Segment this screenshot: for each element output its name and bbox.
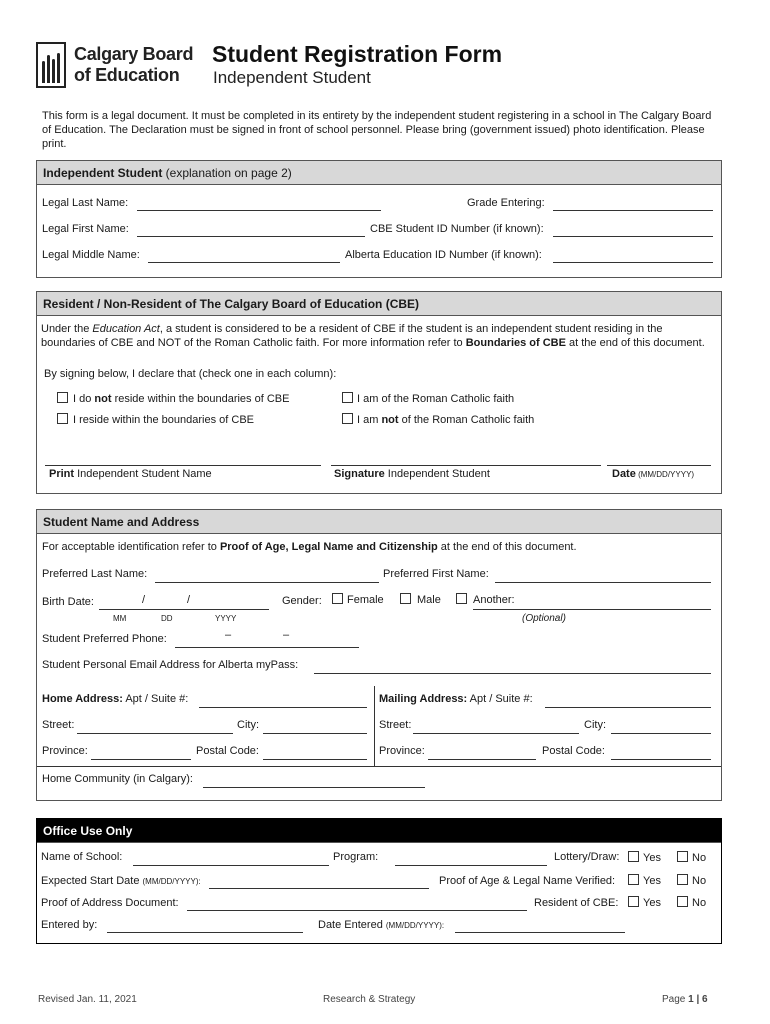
preferred-last-name-label: Preferred Last Name: <box>42 568 148 580</box>
email-field[interactable] <box>314 673 711 674</box>
lottery-yes-label: Yes <box>643 852 661 864</box>
logo-mark <box>36 42 66 88</box>
gender-label: Gender: <box>282 595 322 607</box>
home-street-field[interactable] <box>77 733 233 734</box>
mailing-street-label: Street: <box>379 719 412 731</box>
home-city-field[interactable] <box>263 733 367 734</box>
address-divider <box>374 686 375 766</box>
phone-dash-2: – <box>283 629 290 641</box>
school-name-field[interactable] <box>133 865 329 866</box>
resident-no-checkbox[interactable] <box>677 896 688 907</box>
address-bottom-rule <box>37 766 721 767</box>
office-use-heading: Office Use Only <box>37 819 721 843</box>
home-province-label: Province: <box>42 745 88 757</box>
mailing-apt-label: Mailing Address: Apt / Suite #: <box>379 693 533 705</box>
preferred-phone-field[interactable] <box>175 647 359 648</box>
mailing-city-label: City: <box>584 719 606 731</box>
preferred-first-name-field[interactable] <box>495 582 711 583</box>
independent-student-heading: Independent Student (explanation on page 2) <box>37 161 721 185</box>
reside-label: I reside within the boundaries of CBE <box>73 414 254 426</box>
start-date-label: Expected Start Date (MM/DD/YYYY): <box>41 875 201 887</box>
student-name-address-heading: Student Name and Address <box>37 510 721 534</box>
resident-heading: Resident / Non-Resident of The Calgary Board of Education (CBE) <box>37 292 721 316</box>
resident-description: Under the Education Act, a student is considered to be a resident of CBE if the student is an independent student residing in the boundaries of CBE and NOT of the Roman Catholic faith. For more information refer to Boundaries of CBE at the end of this document. <box>41 323 705 349</box>
gender-another-field[interactable] <box>473 609 711 610</box>
proof-age-label: Proof of Age & Legal Name Verified: <box>439 875 616 887</box>
revised-date: Revised Jan. 11, 2021 <box>38 994 137 1005</box>
entered-by-field[interactable] <box>107 932 303 933</box>
intro-text: This form is a legal document. It must be completed in its entirety by the independent student registering in a school in The Calgary Board of Education. The Declaration must be signed in front of school personnel. Please bring (government issued) photo identification. Please print. <box>42 110 712 150</box>
logo-text: Calgary Board of Education <box>74 44 194 85</box>
program-field[interactable] <box>395 865 547 866</box>
home-apt-label: Home Address: Apt / Suite #: <box>42 693 189 705</box>
alberta-id-field[interactable] <box>553 262 713 263</box>
resident-yes-label: Yes <box>643 897 661 909</box>
print-name-field[interactable] <box>45 465 321 466</box>
signature-date-field[interactable] <box>607 465 711 466</box>
signature-field[interactable] <box>331 465 601 466</box>
not-catholic-checkbox[interactable] <box>342 413 353 424</box>
legal-middle-name-label: Legal Middle Name: <box>42 249 140 261</box>
birth-date-label: Birth Date: <box>42 596 94 608</box>
lottery-no-label: No <box>692 852 707 864</box>
resident-section <box>36 291 722 494</box>
not-catholic-label: I am not of the Roman Catholic faith <box>357 414 535 426</box>
home-apt-field[interactable] <box>199 707 367 708</box>
grade-entering-field[interactable] <box>553 210 713 211</box>
mailing-postal-label: Postal Code: <box>542 745 605 757</box>
gender-male-label: Male <box>417 594 441 606</box>
reside-checkbox[interactable] <box>57 413 68 424</box>
birth-month-hint: MM <box>113 614 127 623</box>
preferred-phone-label: Student Preferred Phone: <box>42 633 167 645</box>
home-postal-field[interactable] <box>263 759 367 760</box>
legal-last-name-field[interactable] <box>137 210 381 211</box>
signature-date-label: Date (MM/DD/YYYY) <box>612 468 695 480</box>
gender-another-label: Another: <box>473 594 515 606</box>
birth-date-field[interactable] <box>99 609 269 610</box>
birth-date-slash-2: / <box>187 594 191 606</box>
home-community-field[interactable] <box>203 787 425 788</box>
proof-address-field[interactable] <box>187 910 527 911</box>
preferred-last-name-field[interactable] <box>155 582 379 583</box>
school-name-label: Name of School: <box>41 851 123 863</box>
entered-by-label: Entered by: <box>41 919 98 931</box>
home-street-label: Street: <box>42 719 75 731</box>
office-use-section <box>36 818 722 944</box>
not-reside-label: I do not reside within the boundaries of CBE <box>73 393 290 405</box>
student-name-address-section <box>36 509 722 801</box>
gender-male-checkbox[interactable] <box>400 593 411 604</box>
home-city-label: City: <box>237 719 259 731</box>
birth-day-hint: DD <box>161 614 173 623</box>
home-community-label: Home Community (in Calgary): <box>42 773 193 785</box>
proof-address-label: Proof of Address Document: <box>41 897 179 909</box>
optional-note: (Optional) <box>522 613 566 624</box>
identification-note: For acceptable identification refer to Proof of Age, Legal Name and Citizenship at the end of this document. <box>42 541 577 553</box>
mailing-city-field[interactable] <box>611 733 711 734</box>
legal-last-name-label: Legal Last Name: <box>42 197 129 209</box>
lottery-label: Lottery/Draw: <box>554 851 620 863</box>
not-reside-checkbox[interactable] <box>57 392 68 403</box>
legal-middle-name-field[interactable] <box>148 262 340 263</box>
lottery-no-checkbox[interactable] <box>677 851 688 862</box>
declaration-instruction: By signing below, I declare that (check one in each column): <box>44 368 337 380</box>
lottery-yes-checkbox[interactable] <box>628 851 639 862</box>
mailing-province-label: Province: <box>379 745 425 757</box>
start-date-field[interactable] <box>209 888 429 889</box>
birth-date-slash-1: / <box>142 594 146 606</box>
proof-age-yes-label: Yes <box>643 875 661 887</box>
catholic-checkbox[interactable] <box>342 392 353 403</box>
proof-age-yes-checkbox[interactable] <box>628 874 639 885</box>
date-entered-label: Date Entered (MM/DD/YYYY): <box>318 919 445 931</box>
mailing-postal-field[interactable] <box>611 759 711 760</box>
cbe-id-field[interactable] <box>553 236 713 237</box>
gender-female-label: Female <box>347 594 384 606</box>
program-label: Program: <box>333 851 379 863</box>
legal-first-name-field[interactable] <box>137 236 365 237</box>
birth-year-hint: YYYY <box>215 614 237 623</box>
signature-label: Signature Independent Student <box>334 468 490 480</box>
page-number: Page 1 | 6 <box>662 994 708 1005</box>
proof-age-no-checkbox[interactable] <box>677 874 688 885</box>
mailing-street-field[interactable] <box>413 733 579 734</box>
page-title: Student Registration Form <box>212 41 503 67</box>
resident-cbe-label: Resident of CBE: <box>534 897 619 909</box>
alberta-id-label: Alberta Education ID Number (if known): <box>345 249 542 261</box>
catholic-label: I am of the Roman Catholic faith <box>357 393 515 405</box>
grade-entering-label: Grade Entering: <box>467 197 545 209</box>
department: Research & Strategy <box>323 994 416 1005</box>
home-province-field[interactable] <box>91 759 191 760</box>
mailing-province-field[interactable] <box>428 759 536 760</box>
resident-yes-checkbox[interactable] <box>628 896 639 907</box>
proof-age-no-label: No <box>692 875 707 887</box>
cbe-id-label: CBE Student ID Number (if known): <box>370 223 544 235</box>
legal-first-name-label: Legal First Name: <box>42 223 129 235</box>
mailing-apt-field[interactable] <box>545 707 711 708</box>
resident-no-label: No <box>692 897 707 909</box>
preferred-first-name-label: Preferred First Name: <box>383 568 489 580</box>
gender-another-checkbox[interactable] <box>456 593 467 604</box>
independent-student-section <box>36 160 722 278</box>
home-postal-label: Postal Code: <box>196 745 259 757</box>
page-subtitle: Independent Student <box>213 68 371 87</box>
gender-female-checkbox[interactable] <box>332 593 343 604</box>
email-label: Student Personal Email Address for Alberta myPass: <box>42 659 299 671</box>
phone-dash-1: – <box>225 629 232 641</box>
print-name-label: Print Independent Student Name <box>49 468 212 480</box>
date-entered-field[interactable] <box>455 932 625 933</box>
